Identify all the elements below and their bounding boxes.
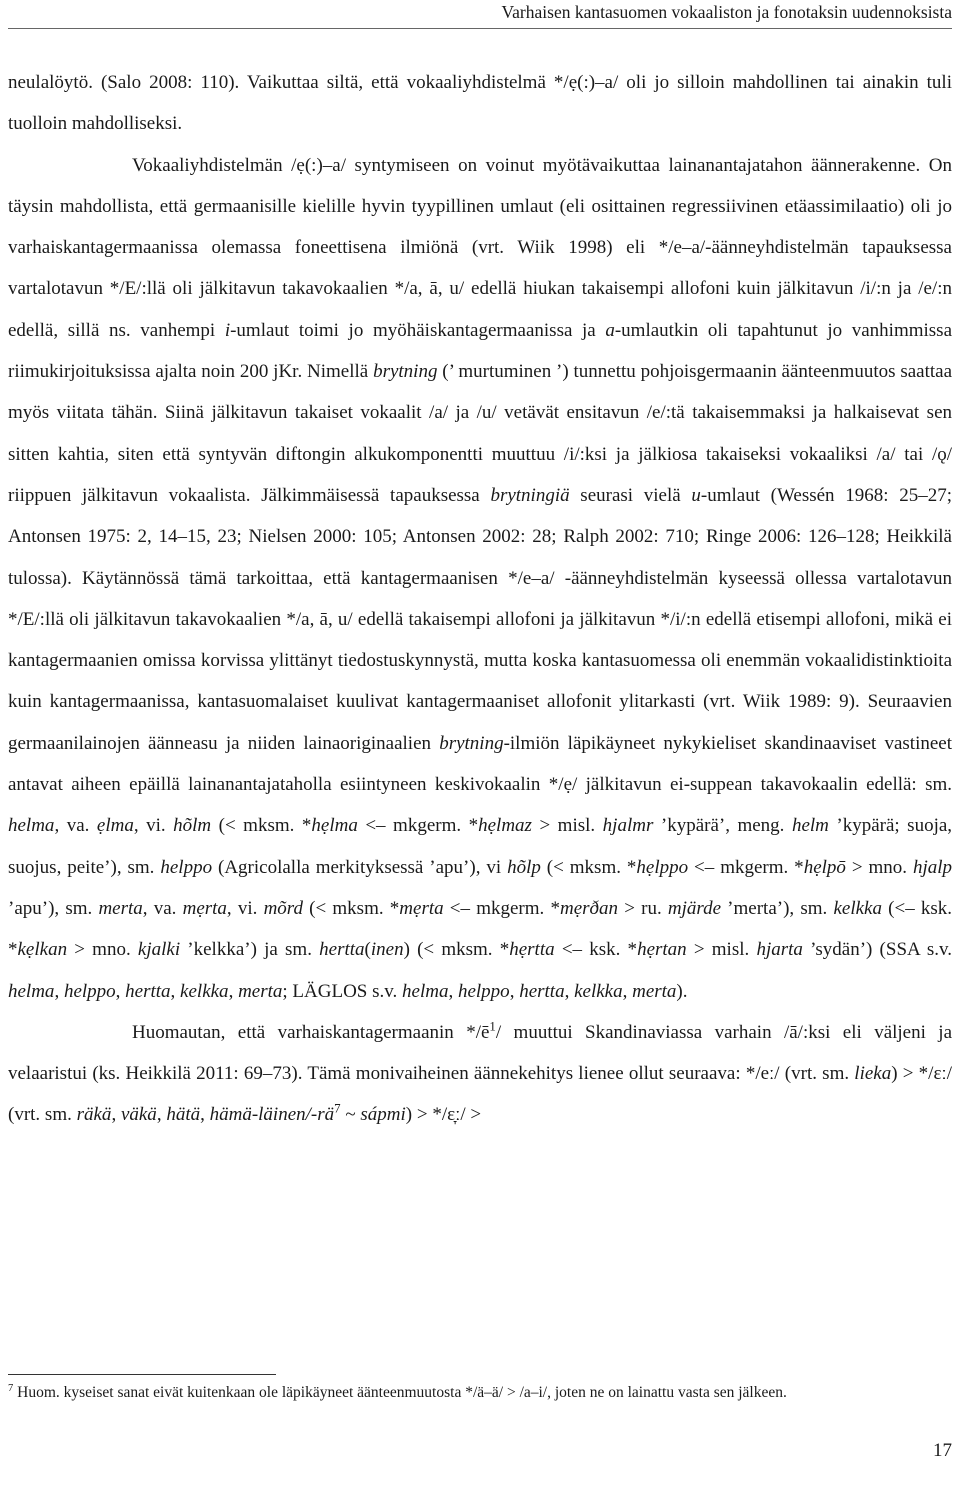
text-run: > mno. (67, 939, 138, 961)
italic-term: hẹlmaz (478, 815, 532, 837)
text-run: ’merta’), sm. (721, 897, 834, 919)
italic-term: hertta (519, 980, 565, 1002)
text-run: seurasi vielä (569, 484, 692, 506)
footnote-marker: 7 (8, 1382, 14, 1394)
text-run: ) > */ɛ̞ː/ > (405, 1104, 482, 1126)
text-run: , (156, 1104, 167, 1126)
text-run: > misl. (531, 815, 603, 837)
text-run: ’sydän’) (SSA s.v. (802, 939, 953, 961)
footnote (8, 1382, 952, 1404)
italic-term: ẹlma (96, 815, 134, 837)
text-run: , (170, 980, 181, 1002)
text-run: -umlaut toimi jo myöhäiskantagermaanissa ja (230, 319, 606, 341)
italic-term: merta (98, 897, 143, 919)
text-run: , (622, 980, 633, 1002)
italic-term: brytning (439, 732, 504, 754)
italic-term: hjarta (756, 939, 803, 961)
running-head (8, 0, 952, 29)
italic-term: helm (791, 815, 829, 837)
italic-term: kelkka (574, 980, 623, 1002)
italic-term: u (691, 484, 701, 506)
italic-term: i (224, 319, 231, 341)
text-run: -ilmiön läpikäyneet nykykieliset skandinaaviset vastineet antavat aiheen epäillä lainanantajataholla esiintyneen keskivokaalin */ẹ/ jälkitavun ei-suppean takavokaalin edellä: sm. (8, 732, 952, 796)
italic-term: helppo (63, 980, 116, 1002)
text-run: neulalöytö. (Salo 2008: 110). Vaikuttaa siltä, että vokaaliyhdistelmä */ẹ(:)–a/ oli jo silloin mahdollinen tai ainakin tuli tuolloin mahdolliseksi. (8, 72, 952, 135)
italic-term: lieka (854, 1063, 892, 1085)
italic-term: hjalp (912, 856, 952, 878)
text-run: <– mkgerm. * (443, 897, 560, 919)
running-head-text: Varhaisen kantasuomen vokaaliston ja fonotaksin uudennoksista (501, 2, 952, 22)
italic-term: mẹrta (182, 897, 227, 919)
text-run: (’ murtuminen ’) tunnettu pohjoisgermaanin äänteenmuutos saattaa myös viitata tähän. Siinä jälkitavun takaiset vokaalit /a/ ja /u/ vetävät ensitavun /e/:tä takaisemmaksi ja halkaisevat sen sitten kahtia, siten että syntyvän diftongin alkukomponentti muuttuu /i/:ksi ja jälkiosa takaiseksi vokaaliksi /a/ tai /ǫ/ riippuen jälkitavun vokaalista. Jälkimmäisessä tapauksessa (8, 361, 953, 506)
footnote-ref: 1 (489, 1018, 496, 1034)
text-run: > ru. (618, 897, 668, 919)
text-run: , vi. (226, 897, 264, 919)
text-run: ~ (340, 1104, 361, 1126)
italic-term: helma (402, 980, 449, 1002)
italic-term: a (605, 319, 615, 341)
text-run: > mno. (845, 856, 913, 878)
italic-term: hẹrtan (637, 939, 687, 961)
text-run: , (509, 980, 520, 1002)
italic-term: helma (8, 980, 55, 1002)
text-run: ) (< mksm. * (403, 939, 510, 961)
italic-term: mjärde (667, 897, 721, 919)
text-run: ’kypärä’, meng. (653, 815, 792, 837)
footnote-rule (8, 1374, 276, 1375)
italic-term: inen (370, 939, 404, 961)
italic-term: helma (8, 815, 55, 837)
text-run: ; LÄGLOS s.v. (282, 980, 403, 1002)
italic-term: sápmi (360, 1104, 406, 1126)
text-run: / muuttui Skandinaviassa varhain /ā/:ksi eli väljeni ja velaaristui (ks. Heikkilä 2011: 69–73). Tämä monivaiheinen äännekehitys lienee ollut seuraava: */eː/ (vrt. sm. (8, 1021, 953, 1085)
body-text (8, 62, 952, 1136)
italic-term: hertta (319, 939, 365, 961)
italic-term: brytningiä (490, 484, 570, 506)
text-run: Vokaaliyhdistelmän /ẹ(:)–a/ syntymiseen on voinut myötävaikuttaa lainanantajatahon äännerakenne. On täysin mahdollista, että germaanisille kielille hyvin tyypillinen umlaut (eli osittainen regressiivinen etäassimilaatio) oli jo varhaiskantagermaanissa olemassa foneettisena ilmiönä (vrt. Wiik 1998) eli */e–a/-äänneyhdistelmän tapauksessa vartalotavun */E/:llä oli jälkitavun takavokaalien */a, ā, u/ edellä hiukan takaisempi allofoni kuin jälkitavun /i/:n ja /e/:n edellä, sillä ns. vanhempi (8, 154, 952, 341)
text-run: , vi. (133, 815, 174, 837)
text-run: ’kelkka’) ja sm. (180, 939, 320, 961)
text-run: (<– ksk. * (8, 897, 953, 961)
text-run: , va. (54, 815, 97, 837)
italic-term: hõlp (507, 856, 541, 878)
paragraph (8, 1012, 952, 1136)
text-run: , (228, 980, 239, 1002)
text-run: ’apu’), sm. (8, 897, 99, 919)
italic-term: helppo (160, 856, 213, 878)
text-run: (< mksm. * (540, 856, 637, 878)
italic-term: mõrd (263, 897, 303, 919)
italic-term: brytning (373, 361, 438, 383)
text-run: (< mksm. * (211, 815, 312, 837)
text-run: -umlaut (Wessén 1968: 25–27; Antonsen 1975: 2, 14–15, 23; Nielsen 2000: 105; Antonsen 2002: 28; Ralph 2002: 710; Ringe 2006: 126–128; Heikkilä tulossa). Käytännössä tämä tarkoittaa, että kantagermaanisen */e–a/ -äänneyhdistelmän kyseessä ollessa vartalotavun */E/:llä oli jälkitavun takavokaalien */a, ā, u/ edellä takaisempi allofoni ja jälkitavun */i/:n edellä etisempi allofoni, mikä ei kantagermaanien omissa korvissa ylittänyt tiedostuskynnystä, mutta koska kantasuomessa oli enemmän vokaalidistinktioita kuin kantagermaanissa, kantasuomalaiset kuulivat kantagermaaniset allofonit ylitarkasti (vrt. Wiik 1989: 9). Seuraavien germaanilainojen äänneasu ja niiden lainaoriginaalien (8, 484, 952, 754)
footnote-text: Huom. kyseiset sanat eivät kuitenkaan ole läpikäyneet äänteenmuutosta */ä–ä/ > /a–i/, joten ne on lainattu vasta sen jälkeen. (13, 1384, 787, 1401)
italic-term: hertta (125, 980, 171, 1002)
paragraph (8, 62, 952, 145)
italic-term: hätä (166, 1104, 201, 1126)
text-run: Huomautan, että varhaiskantagermaanin */ē (132, 1021, 490, 1043)
italic-term: mẹrðan (559, 897, 619, 919)
text-run: , va. (142, 897, 183, 919)
italic-term: väkä (120, 1104, 157, 1126)
italic-term: kelkka (833, 897, 882, 919)
italic-term: hjalmr (602, 815, 654, 837)
italic-term: helppo (457, 980, 510, 1002)
italic-term: merta (632, 980, 677, 1002)
italic-term: hẹlpō (803, 856, 846, 878)
italic-term: hõlm (173, 815, 212, 837)
italic-term: hẹlma (311, 815, 358, 837)
text-run: , (200, 1104, 210, 1126)
text-run: , (448, 980, 458, 1002)
text-run: ( (364, 939, 371, 961)
text-run: , (111, 1104, 121, 1126)
text-run: ). (676, 980, 688, 1002)
italic-term: merta (238, 980, 283, 1002)
text-run: (Agricolalla merkityksessä ’apu’), vi (212, 856, 508, 878)
text-run: <– ksk. * (554, 939, 638, 961)
italic-term: räkä (76, 1104, 112, 1126)
text-run: ) > */ɛː/ (vrt. sm. (8, 1063, 952, 1126)
italic-term: hẹlppo (636, 856, 689, 878)
text-run: <– mkgerm. * (688, 856, 804, 878)
text-run: , (564, 980, 575, 1002)
text-run: > misl. (686, 939, 757, 961)
text-run: (< mksm. * (303, 897, 400, 919)
italic-term: kjalki (137, 939, 181, 961)
text-run: ’kypärä; suoja, suojus, peite’), sm. (8, 815, 953, 878)
paragraph (8, 145, 952, 1012)
italic-term: kẹlkan (17, 939, 68, 961)
page-number: 17 (933, 1440, 952, 1461)
text-run: <– mkgerm. * (357, 815, 479, 837)
footnote-ref: 7 (334, 1101, 341, 1117)
italic-term: hämä-läinen/-rä (209, 1104, 335, 1126)
text-run: , (54, 980, 64, 1002)
italic-term: hẹrtta (509, 939, 555, 961)
italic-term: kelkka (180, 980, 229, 1002)
text-run: -umlautkin oli tapahtunut jo vanhimmissa riimukirjoituksissa ajalta noin 200 jKr. Nimellä (8, 319, 953, 383)
text-run: , (115, 980, 126, 1002)
italic-term: mẹrta (399, 897, 444, 919)
